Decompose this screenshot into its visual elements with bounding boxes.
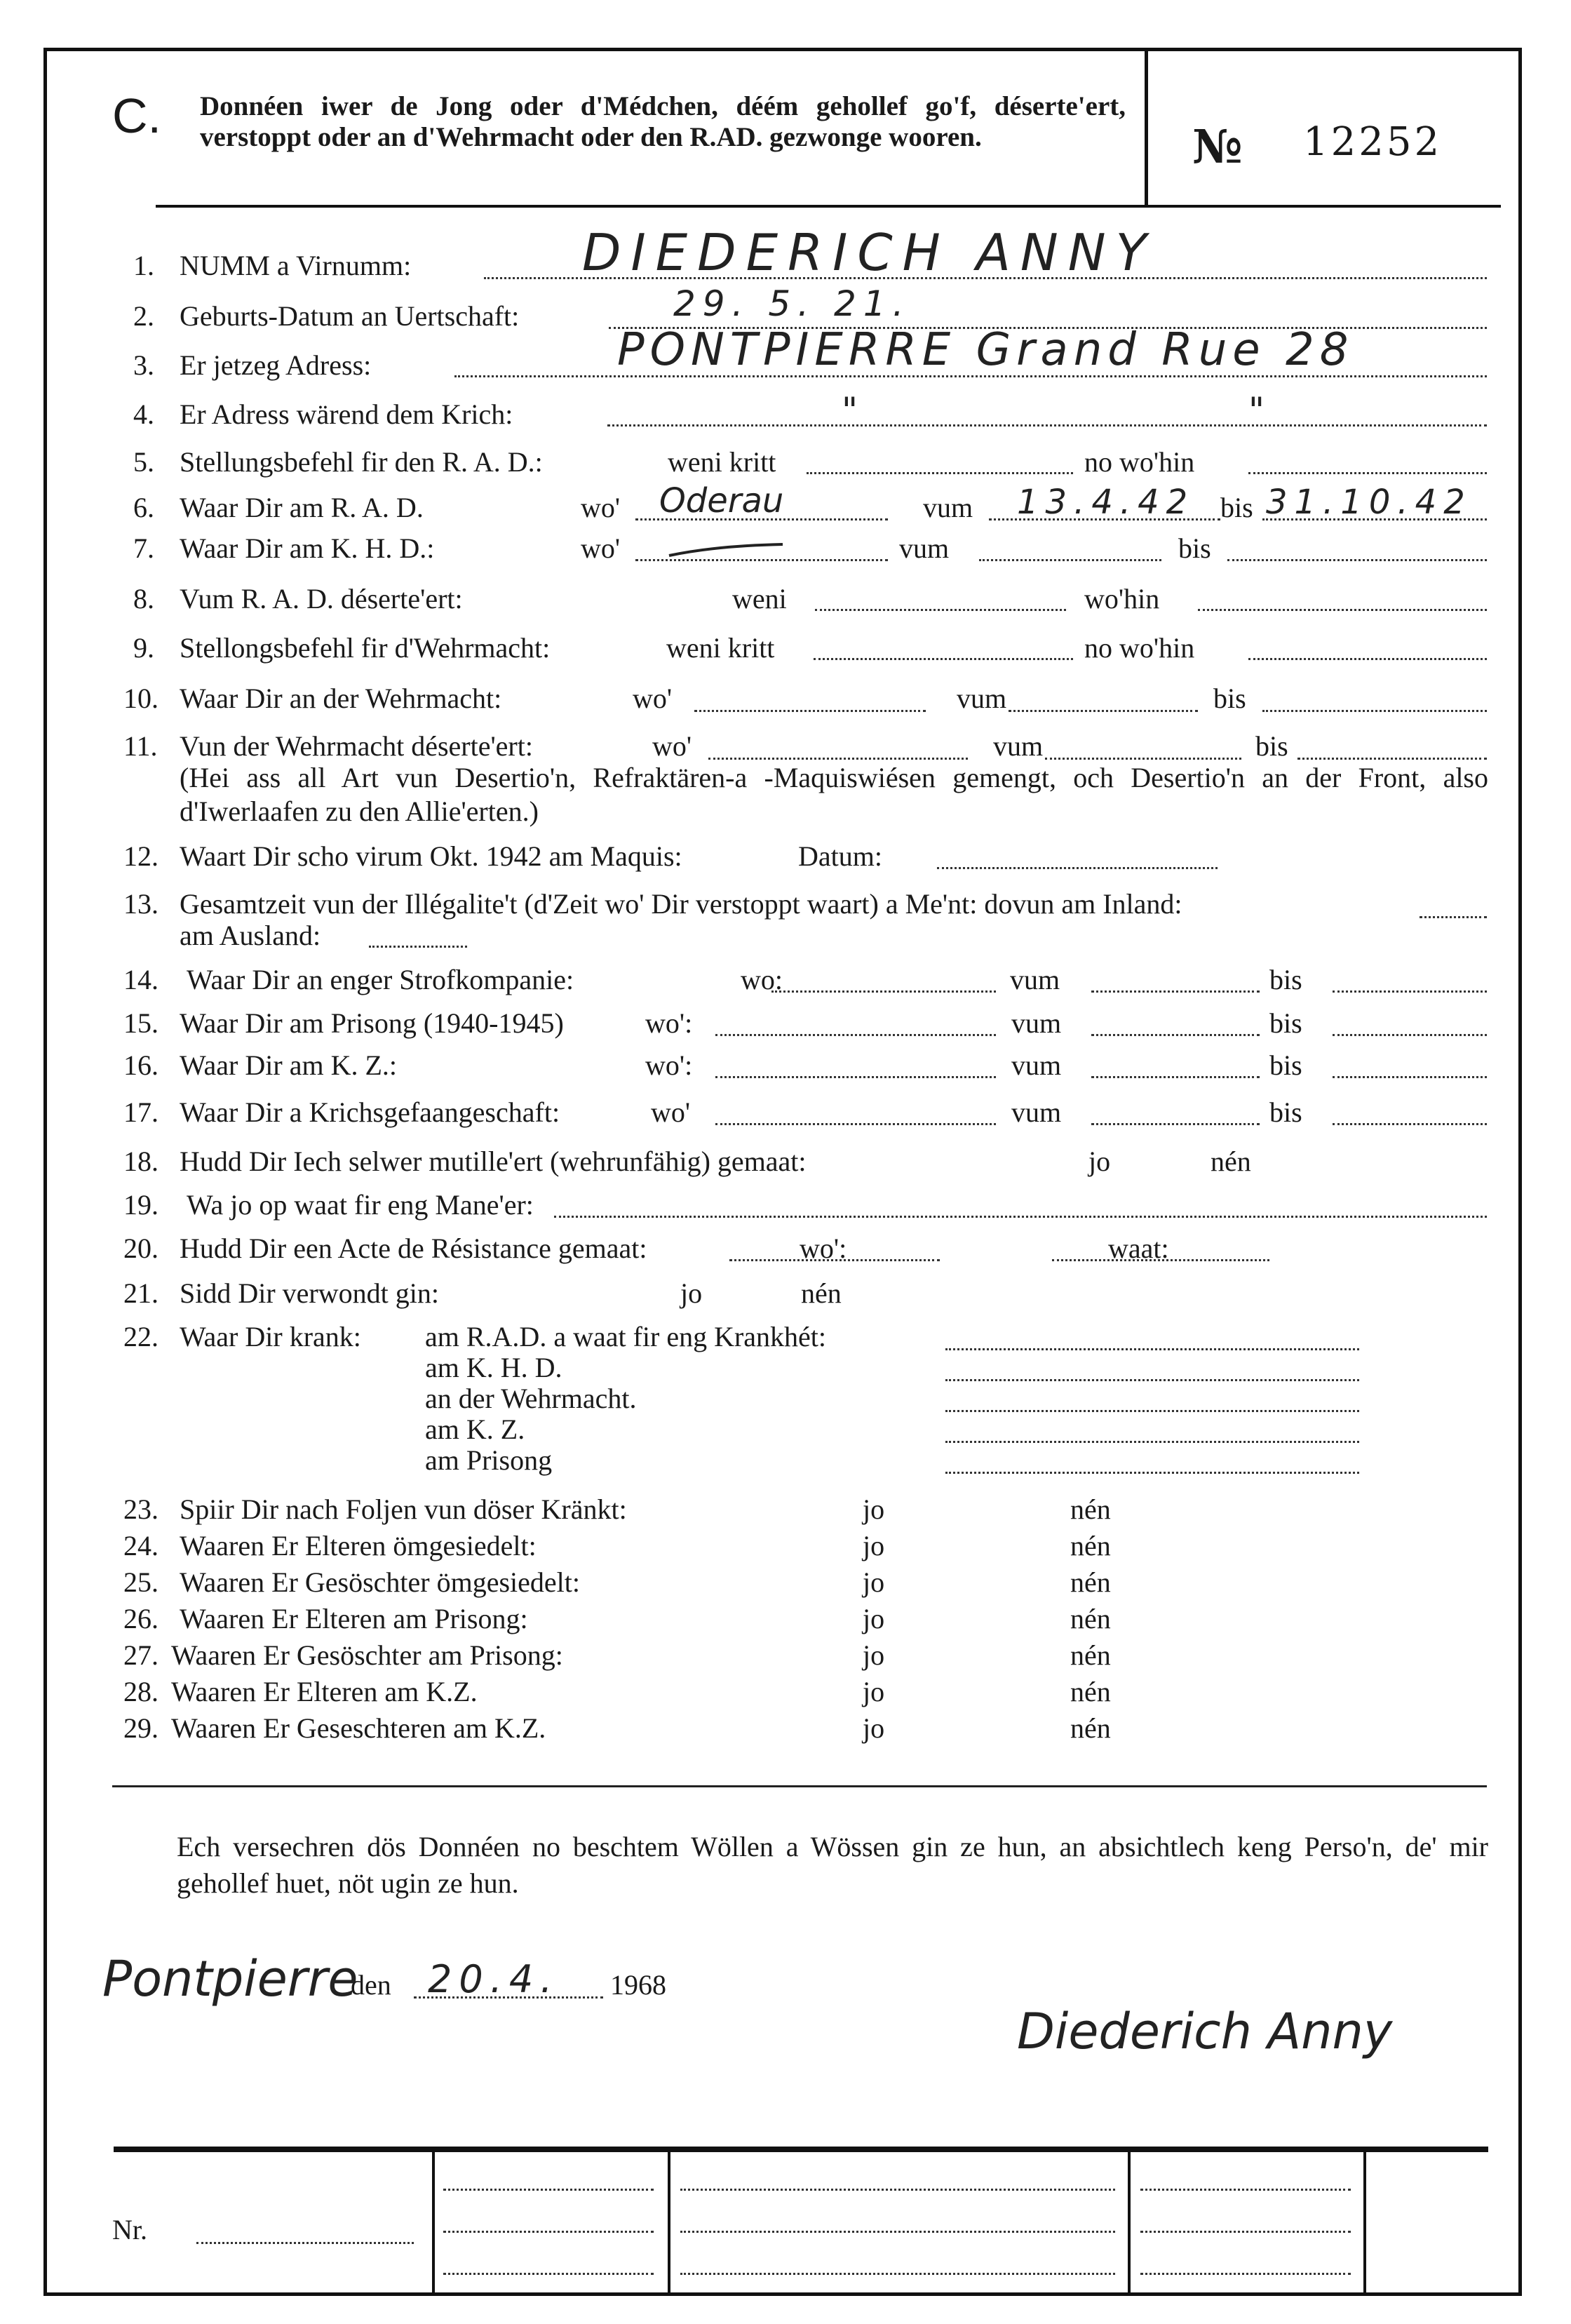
rad-from-value: 13.4.42 — [1017, 483, 1195, 522]
row-label: Waaren Er Gesöschter am Prisong: — [171, 1639, 563, 1671]
bottom-rule — [114, 2147, 1488, 2152]
row-20-line-a — [729, 1259, 940, 1261]
row-number: 3. — [133, 349, 154, 381]
row-number: 2. — [133, 300, 154, 332]
field-label: bis — [1269, 1049, 1302, 1081]
row-number: 12. — [123, 840, 159, 872]
row-label: Sidd Dir verwondt gin: — [180, 1277, 439, 1309]
header-divider — [1145, 48, 1148, 206]
name-value: DIEDERICH ANNY — [582, 223, 1157, 282]
row-17-line-c — [1333, 1123, 1487, 1125]
field-label: no wo'hin — [1084, 446, 1195, 478]
field-label: wo'hin — [1084, 583, 1160, 614]
row-14-line-a — [771, 990, 996, 993]
field-label: jo — [680, 1277, 703, 1309]
sub-label: am K. Z. — [425, 1413, 525, 1445]
field-label: bis — [1213, 683, 1246, 714]
row-4-line — [607, 424, 1487, 426]
sub-label: an der Wehrmacht. — [425, 1383, 637, 1414]
col-divider — [1363, 2147, 1366, 2294]
row-22-line-3 — [945, 1410, 1359, 1412]
row-label: Er Adress wärend dem Krich: — [180, 398, 513, 430]
row-label: Waar Dir am K. H. D.: — [180, 532, 435, 564]
row-number: 10. — [123, 683, 159, 714]
field-label: nén — [1070, 1566, 1111, 1598]
row-label: Wa jo op waat fir eng Mane'er: — [187, 1189, 534, 1221]
row-number: 11. — [123, 730, 158, 762]
form-title: Donnéen iwer de Jong oder d'Médchen, déém gehollef go'f, déserte'ert, verstoppt oder an d'Wehrmacht oder den R.AD. gezwonge wooren. — [200, 91, 1126, 152]
row-11-note: (Hei ass all Art vun Desertio'n, Refraktären-a -Maquiswiésen gemengt, och Desertio'n an der Front, also d'Iwerlaafen zu den Allie'erten.) — [180, 762, 1488, 827]
row-number: 8. — [133, 583, 154, 614]
row-16-line-b — [1091, 1076, 1260, 1078]
field-label: vum — [1010, 964, 1060, 995]
row-22-line-4 — [945, 1441, 1359, 1443]
row-label: Waar Dir am K. Z.: — [180, 1049, 397, 1081]
row-label: NUMM a Virnumm: — [180, 250, 412, 281]
field-label: bis — [1178, 532, 1211, 564]
row-number: 18. — [123, 1146, 159, 1177]
field-label: nén — [801, 1277, 842, 1309]
field-label: weni — [732, 583, 787, 614]
row-label: Waar Dir am Prisong (1940-1945) — [180, 1007, 564, 1039]
row-label: Spiir Dir nach Foljen vun döser Kränkt: — [180, 1493, 627, 1525]
row-label: Waar Dir a Krichsgefaangeschaft: — [180, 1096, 560, 1128]
field-label: wo' — [581, 492, 621, 523]
field-label: weni kritt — [666, 632, 775, 664]
number-label: № — [1192, 119, 1243, 174]
sub-label: am Prisong — [425, 1444, 553, 1476]
cell-line — [443, 2273, 654, 2275]
col-divider — [432, 2147, 435, 2294]
field-label: vum — [1011, 1049, 1062, 1081]
row-15-line-a — [715, 1034, 996, 1036]
row-11-line-c — [1297, 758, 1487, 760]
field-label: am Ausland: — [180, 920, 321, 951]
wartime-address-ditto-1: " — [842, 390, 858, 431]
field-label: vum — [993, 730, 1044, 762]
field-label: jo — [1088, 1146, 1111, 1177]
field-label: no wo'hin — [1084, 632, 1195, 664]
field-label: wo' — [633, 683, 673, 714]
cell-line — [443, 2231, 654, 2233]
field-label: vum — [1011, 1096, 1062, 1128]
row-22-line-2 — [945, 1379, 1359, 1381]
row-label: Geburts-Datum an Uertschaft: — [180, 300, 520, 332]
field-label: nén — [1211, 1146, 1251, 1177]
row-22-line-5 — [945, 1472, 1359, 1474]
row-10-line-c — [1262, 710, 1487, 712]
field-label: jo — [863, 1712, 885, 1744]
field-label: jo — [863, 1566, 885, 1598]
row-label: Waaren Er Elteren am K.Z. — [171, 1676, 478, 1707]
row-number: 28. — [123, 1676, 159, 1707]
dash-mark — [666, 540, 786, 561]
row-number: 14. — [123, 964, 159, 995]
row-number: 24. — [123, 1530, 159, 1561]
row-11-line-b — [1045, 758, 1241, 760]
row-15-line-b — [1091, 1034, 1260, 1036]
row-5-line-b — [1248, 472, 1487, 474]
field-label: nén — [1070, 1530, 1111, 1561]
field-label: weni kritt — [668, 446, 776, 478]
col-divider — [668, 2147, 670, 2294]
row-number: 9. — [133, 632, 154, 664]
row-label: Waaren Er Geseschteren am K.Z. — [171, 1712, 546, 1744]
row-9-line-b — [1248, 658, 1487, 660]
cell-line — [1140, 2189, 1351, 2191]
row-label: Stellungsbefehl fir den R. A. D.: — [180, 446, 543, 478]
row-14-line-b — [1091, 990, 1260, 993]
row-17-line-a — [715, 1123, 996, 1125]
field-label: nén — [1070, 1603, 1111, 1634]
field-label: jo — [863, 1493, 885, 1525]
nr-label: Nr. — [112, 2214, 147, 2245]
row-11-line-a — [708, 758, 968, 760]
field-label: bis — [1269, 964, 1302, 995]
field-label: bis — [1269, 1007, 1302, 1039]
row-number: 1. — [133, 250, 154, 281]
row-number: 29. — [123, 1712, 159, 1744]
row-15-line-c — [1333, 1034, 1487, 1036]
row-8-line-b — [1198, 609, 1487, 611]
field-label: bis — [1220, 492, 1253, 523]
field-label: nén — [1070, 1676, 1111, 1707]
row-number: 19. — [123, 1189, 159, 1221]
field-label: wo: — [741, 964, 783, 995]
row-19-line — [554, 1216, 1487, 1218]
row-10-line-a — [694, 710, 926, 712]
field-label: jo — [863, 1603, 885, 1634]
row-7-line-c — [1227, 559, 1487, 561]
form-number: 12252 — [1303, 119, 1443, 165]
cell-line — [680, 2273, 1115, 2275]
row-number: 6. — [133, 492, 154, 523]
field-label: vum — [899, 532, 950, 564]
row-22-line-1 — [945, 1348, 1359, 1350]
nr-line — [196, 2242, 414, 2244]
field-label: wo': — [645, 1007, 693, 1039]
cell-line — [443, 2189, 654, 2191]
row-14-line-c — [1333, 990, 1487, 993]
row-5-line-a — [807, 472, 1073, 474]
field-label: bis — [1255, 730, 1288, 762]
row-20-line-b — [1052, 1259, 1269, 1261]
row-label: Waar Dir an enger Strofkompanie: — [187, 964, 574, 995]
row-number: 27. — [123, 1639, 159, 1671]
field-label: jo — [863, 1676, 885, 1707]
den-label: den — [351, 1969, 391, 2001]
rad-to-value: 31.10.42 — [1266, 483, 1472, 522]
row-13-line-b — [369, 946, 467, 948]
wartime-address-ditto-2: " — [1248, 390, 1265, 431]
row-label: Waart Dir scho virum Okt. 1942 am Maquis: — [180, 840, 682, 872]
row-label: Waaren Er Gesöschter ömgesiedelt: — [180, 1566, 580, 1598]
row-number: 4. — [133, 398, 154, 430]
row-label: Hudd Dir Iech selwer mutille'ert (wehrunfähig) gemaat: — [180, 1146, 807, 1177]
row-label: Gesamtzeit vun der Illégalite't (d'Zeit wo' Dir verstoppt waart) a Me'nt: dovun am Inland: — [180, 888, 1182, 920]
row-number: 26. — [123, 1603, 159, 1634]
col-divider — [1128, 2147, 1131, 2294]
header-rule — [156, 205, 1501, 208]
field-label: wo': — [800, 1232, 847, 1264]
date-row — [351, 1968, 391, 2001]
field-label: wo': — [645, 1049, 693, 1081]
field-label: jo — [863, 1639, 885, 1671]
row-7-line-b — [979, 559, 1161, 561]
address-value: PONTPIERRE Grand Rue 28 — [617, 324, 1354, 376]
field-label: wo' — [652, 730, 692, 762]
row-label: Vum R. A. D. déserte'ert: — [180, 583, 463, 614]
row-number: 16. — [123, 1049, 159, 1081]
sub-label: am R.A.D. a waat fir eng Krankhét: — [425, 1321, 827, 1352]
rad-place-value: Oderau — [659, 481, 784, 520]
row-label: Stellongsbefehl fir d'Wehrmacht: — [180, 632, 551, 664]
row-number: 20. — [123, 1232, 159, 1264]
row-label: Waar Dir krank: — [180, 1321, 361, 1352]
field-label: vum — [1011, 1007, 1062, 1039]
row-number: 13. — [123, 888, 159, 920]
field-label: waat: — [1108, 1232, 1169, 1264]
row-8-line-a — [815, 609, 1066, 611]
row-label: Waar Dir an der Wehrmacht: — [180, 683, 502, 714]
year-row — [610, 1968, 666, 2001]
row-16-line-c — [1333, 1076, 1487, 1078]
row-9-line-a — [814, 658, 1073, 660]
row-number: 17. — [123, 1096, 159, 1128]
signature: Diederich Anny — [1017, 2003, 1393, 2060]
row-number: 5. — [133, 446, 154, 478]
row-label: Er jetzeg Adress: — [180, 349, 372, 381]
row-number: 21. — [123, 1277, 159, 1309]
field-label: Datum: — [798, 840, 882, 872]
section-letter: C. — [112, 88, 161, 143]
row-number: 15. — [123, 1007, 159, 1039]
field-label: vum — [957, 683, 1007, 714]
row-13-line-a — [1420, 916, 1487, 918]
birth-date-value: 29. 5. 21. — [673, 283, 911, 324]
row-number: 22. — [123, 1321, 159, 1352]
field-label: wo' — [581, 532, 621, 564]
row-10-line-b — [1009, 710, 1198, 712]
row-17-line-b — [1091, 1123, 1260, 1125]
field-label: bis — [1269, 1096, 1302, 1128]
declaration-text: Ech versechren dös Donnéen no beschtem Wöllen a Wössen gin ze hun, an absichtlech keng Perso'n, de' mir gehollef huet, nöt ugin ze hun. — [177, 1831, 1488, 1899]
row-label: Waaren Er Elteren ömgesiedelt: — [180, 1530, 537, 1561]
cell-line — [1140, 2231, 1351, 2233]
row-number: 25. — [123, 1566, 159, 1598]
field-label: vum — [923, 492, 973, 523]
field-label: jo — [863, 1530, 885, 1561]
row-16-line-a — [715, 1076, 996, 1078]
row-number: 23. — [123, 1493, 159, 1525]
field-label: nén — [1070, 1639, 1111, 1671]
cell-line — [680, 2189, 1115, 2191]
row-label: Waaren Er Elteren am Prisong: — [180, 1603, 528, 1634]
place-value: Pontpierre — [102, 1950, 358, 2008]
row-label: Hudd Dir een Acte de Résistance gemaat: — [180, 1232, 647, 1264]
field-label: nén — [1070, 1493, 1111, 1525]
field-label: nén — [1070, 1712, 1111, 1744]
cell-line — [1140, 2273, 1351, 2275]
row-12-line — [937, 867, 1218, 869]
cell-line — [680, 2231, 1115, 2233]
field-label: wo' — [651, 1096, 691, 1128]
year-label: 1968 — [610, 1969, 666, 2001]
row-number: 7. — [133, 532, 154, 564]
section-rule — [112, 1785, 1487, 1787]
row-label: Waar Dir am R. A. D. — [180, 492, 424, 523]
sub-label: am K. H. D. — [425, 1352, 562, 1383]
date-value: 20.4. — [428, 1957, 560, 2001]
row-label: Vun der Wehrmacht déserte'ert: — [180, 730, 533, 762]
